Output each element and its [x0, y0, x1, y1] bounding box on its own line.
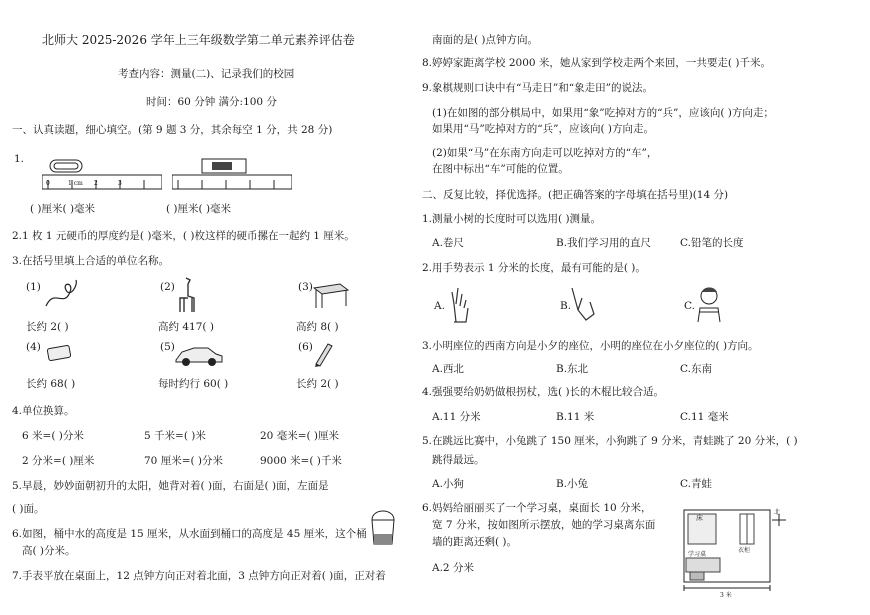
r2-option: C. [684, 300, 695, 312]
q1-answer-a: ( )厘米( )毫米 [30, 203, 96, 215]
r4-option: A.11 分米 [432, 411, 481, 423]
section-2-heading: 二、反复比较，择优选择。(把正确答案的字母填在括号里)(14 分) [422, 189, 729, 201]
r5-option: B.小兔 [556, 478, 589, 490]
q9-1-line-b: 如果用“马”吃掉对方的“兵”，应该向( )方向走。 [432, 123, 655, 135]
eraser-icon [172, 157, 292, 193]
r1-option: C.铅笔的长度 [680, 237, 744, 249]
hand-gesture-b-icon [568, 284, 598, 328]
ruler-label: 3 [118, 180, 122, 187]
r1-text: 1.测量小树的长度时可以选用( )测量。 [422, 213, 602, 225]
table-icon [310, 282, 350, 314]
hand-gesture-a-icon [446, 284, 472, 328]
q3-text: 3.在括号里填上合适的单位名称。 [12, 255, 170, 267]
q1-number: 1. [14, 153, 25, 165]
q4-conversion: 9000 米=( )千米 [260, 455, 342, 467]
q7-text: 7.手表平放在桌面上，12 点钟方向正对着北面，3 点钟方向正对着( )面，正对着 [12, 570, 386, 582]
q8-text: 8.婷婷家距离学校 2000 米，她从家到学校走两个来回，一共要走( )千米。 [422, 57, 771, 69]
r5-line-2: 跳得最远。 [432, 454, 485, 466]
time-score: 时间：60 分钟 满分:100 分 [146, 96, 277, 108]
r5-option: C.青蛙 [680, 478, 712, 490]
q3-item-label: 长约 68( ) [26, 378, 76, 390]
q6-line-1: 6.如图，桶中水的高度是 15 厘米，从水面到桶口的高度是 45 厘米，这个桶 [12, 528, 367, 540]
r1-option: A.卷尺 [432, 237, 464, 249]
q9-text: 9.象棋规则口诀中有“马走日”和“象走田”的说法。 [422, 82, 653, 94]
q7-continuation: 南面的是( )点钟方向。 [432, 34, 539, 46]
r3-option: A.西北 [432, 363, 464, 375]
r2-option: B. [560, 300, 572, 312]
q6-line-2: 高( )分米。 [22, 545, 76, 557]
r4-option: C.11 毫米 [680, 411, 729, 423]
q3-item-label: 高约 417( ) [158, 321, 214, 333]
room-wardrobe-label: 衣柜 [738, 547, 751, 554]
car-icon [174, 342, 224, 372]
q1-figure-b [172, 157, 292, 193]
r6-line-2: 宽 7 分米，按如图所示摆放，她的学习桌离东面 [432, 519, 656, 531]
paperclip-icon [42, 157, 162, 193]
q3-item-label: 长约 2( ) [26, 321, 69, 333]
rope-icon [44, 278, 80, 314]
ruler-label: 2 [94, 180, 98, 187]
r2-text: 2.用手势表示 1 分米的长度，最有可能的是( )。 [422, 262, 646, 274]
r4-text: 4.强强要给奶奶做根拐杖，选( )长的木棍比较合适。 [422, 386, 665, 398]
giraffe-icon [172, 276, 198, 318]
room-layout-diagram [682, 506, 792, 598]
q9-2-line-a: (2)如果“马”在东南方向走可以吃掉对方的“车”， [432, 147, 658, 159]
r1-option: B.我们学习用的直尺 [556, 237, 652, 249]
q3-item-num: (4) [26, 341, 41, 353]
section-1-heading: 一、认真读题，细心填空。(第 9 题 3 分，其余每空 1 分，共 28 分) [12, 124, 333, 136]
q2-text: 2.1 枚 1 元硬币的厚度约是( )毫米，( )枚这样的硬币摞在一起约 1 厘米。 [12, 230, 355, 242]
r4-option: B.11 米 [556, 411, 595, 423]
q4-conversion: 5 千米=( )米 [144, 430, 206, 442]
north-label: 北 [774, 509, 781, 516]
exam-scope: 考查内容：测量(二)、记录我们的校园 [118, 68, 295, 80]
q3-item-num: (3) [298, 281, 313, 293]
r6-line-1: 6.妈妈给丽丽买了一个学习桌，桌面长 10 分米， [422, 502, 652, 514]
q9-2-line-b: 在图中标出“车”可能的位置。 [432, 163, 569, 175]
r5-line-1: 5.在跳远比赛中，小兔跳了 150 厘米，小狗跳了 9 分米，青蛙跳了 20 分米，( ) [422, 435, 798, 447]
q1-figure-a [42, 157, 162, 193]
exam-title: 北师大 2025-2026 学年上三年级数学第二单元素养评估卷 [42, 33, 355, 47]
r3-option: B.东北 [556, 363, 589, 375]
room-width-label: 3 米 [720, 592, 732, 599]
q3-item-label: 每时约行 60( ) [158, 378, 229, 390]
r5-option: A.小狗 [432, 478, 464, 490]
r6-line-3: 墙的距离还剩( )。 [432, 536, 518, 548]
r3-text: 3.小明座位的西南方向是小夕的座位，小明的座位在小夕座位的( )方向。 [422, 340, 759, 352]
q5-line-2: ( )面。 [12, 503, 45, 515]
r6-option: A.2 分米 [432, 562, 474, 574]
child-arms-icon [694, 286, 724, 328]
bucket-icon [366, 506, 400, 550]
room-bed-label: 床 [696, 514, 703, 522]
q3-item-num: (5) [160, 341, 175, 353]
q4-conversion: 2 分米=( )厘米 [22, 455, 95, 467]
q3-item-num: (6) [298, 341, 313, 353]
q4-conversion: 20 毫米=( )厘米 [260, 430, 340, 442]
q3-item-label: 高约 8( ) [296, 321, 339, 333]
q4-text: 4.单位换算。 [12, 405, 75, 417]
room-desk-label: 学习桌 [688, 551, 707, 558]
r3-option: C.东南 [680, 363, 712, 375]
q4-conversion: 70 厘米=( )分米 [144, 455, 224, 467]
ruler-label: 1 cm [68, 180, 83, 187]
r2-option: A. [434, 300, 445, 312]
eraser-small-icon [46, 344, 74, 366]
q5-line-1: 5.早晨，妙妙面朝初升的太阳，她背对着( )面，右面是( )面，左面是 [12, 480, 329, 492]
q3-item-num: (2) [160, 281, 175, 293]
q9-1-line-a: (1)在如图的部分棋局中，如果用“象”吃掉对方的“兵”，应该向( )方向走； [432, 107, 774, 119]
q4-conversion: 6 米=( )分米 [22, 430, 84, 442]
pencil-icon [312, 340, 334, 372]
q3-item-num: (1) [26, 281, 41, 293]
q1-answer-b: ( )厘米( )毫米 [166, 203, 232, 215]
ruler-label: 0 [46, 180, 50, 187]
q3-item-label: 长约 2( ) [296, 378, 339, 390]
